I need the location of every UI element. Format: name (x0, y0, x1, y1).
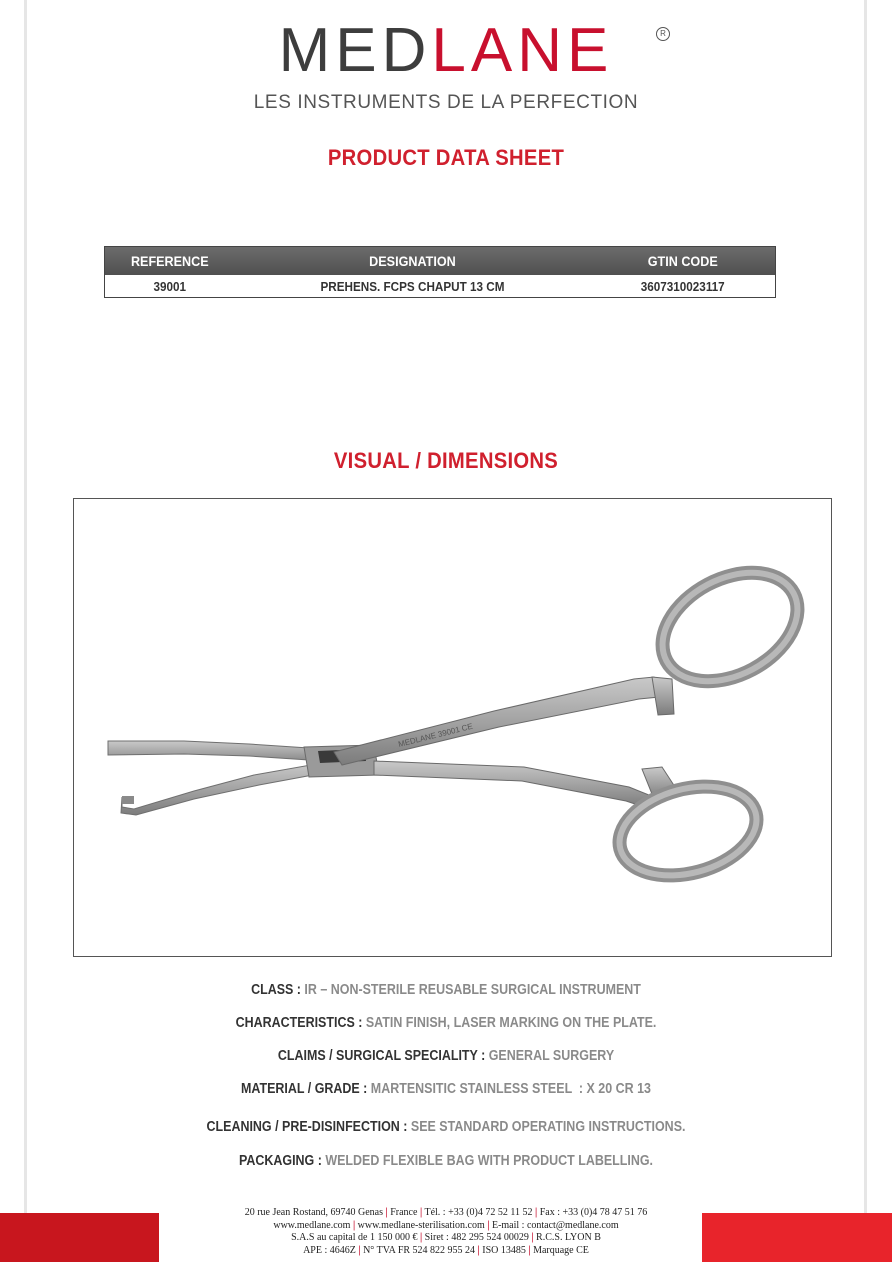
footer-company-info (0, 1207, 892, 1257)
brand-name-part2: LANE (431, 16, 614, 85)
right-border-line (864, 0, 867, 1215)
svg-text:MEDLANE 39001 CE: MEDLANE 39001 CE (397, 721, 474, 749)
product-image-frame (73, 498, 832, 957)
table-header-row (105, 247, 775, 275)
footer-line-4: APE : 4646Z | N° TVA FR 524 822 955 24 | ISO 13485 | Marquage CE (303, 1244, 589, 1256)
product-data-sheet-title: PRODUCT DATA SHEET (327, 145, 565, 170)
spec-packaging: PACKAGING : WELDED FLEXIBLE BAG WITH PRODUCT LABELLING. (238, 1153, 654, 1169)
product-reference-table (104, 246, 776, 298)
header-designation: DESIGNATION (368, 253, 456, 269)
cell-designation: PREHENS. FCPS CHAPUT 13 CM (320, 279, 505, 294)
brand-wordmark (0, 16, 892, 85)
footer-line-3: S.A.S au capital de 1 150 000 € | Siret : 482 295 524 00029 | R.C.S. LYON B (291, 1232, 601, 1243)
spec-characteristics: CHARACTERISTICS : SATIN FINISH, LASER MARKING ON THE PLATE. (235, 1015, 657, 1031)
header-gtin-code: GTIN CODE (647, 253, 718, 269)
upper-shank (334, 677, 659, 765)
footer-link-sterilisation[interactable]: www.medlane-sterilisation.com (357, 1219, 485, 1231)
spec-cleaning: CLEANING / PRE-DISINFECTION : SEE STANDARD OPERATING INSTRUCTIONS. (206, 1119, 686, 1135)
cell-gtin-code: 3607310023117 (640, 279, 725, 294)
spec-claims: CLAIMS / SURGICAL SPECIALITY : GENERAL SURGERY (277, 1048, 615, 1064)
cell-reference: 39001 (153, 279, 187, 294)
left-border-line (24, 0, 27, 1215)
upper-ratchet-icon (652, 677, 674, 715)
registered-mark-icon: R (656, 27, 670, 41)
brand-name-part1: MED (278, 16, 432, 85)
forceps-illustration (74, 499, 831, 956)
lower-jaw (121, 763, 329, 815)
table-row (105, 275, 775, 299)
spec-material: MATERIAL / GRADE : MARTENSITIC STAINLESS STEEL : X 20 CR 13 (241, 1081, 651, 1097)
footer-line-2: www.medlane.com | www.medlane-sterilisation.com | E-mail : contact@medlane.com (273, 1219, 619, 1231)
lower-shank (374, 761, 649, 807)
spec-class: CLASS : IR – NON-STERILE REUSABLE SURGICAL INSTRUMENT (251, 982, 641, 998)
brand-tagline: LES INSTRUMENTS DE LA PERFECTION (253, 92, 639, 113)
footer-link-medlane[interactable]: www.medlane.com (273, 1219, 351, 1231)
footer-email[interactable]: E-mail : contact@medlane.com (491, 1219, 619, 1231)
header-reference: REFERENCE (130, 253, 209, 269)
footer-line-1: 20 rue Jean Rostand, 69740 Genas | France | Tél. : +33 (0)4 72 52 11 52 | Fax : +33 (0)4 78 47 51 76 (244, 1207, 648, 1218)
visual-dimensions-title: VISUAL / DIMENSIONS (333, 448, 559, 473)
brand-logo (0, 16, 892, 85)
